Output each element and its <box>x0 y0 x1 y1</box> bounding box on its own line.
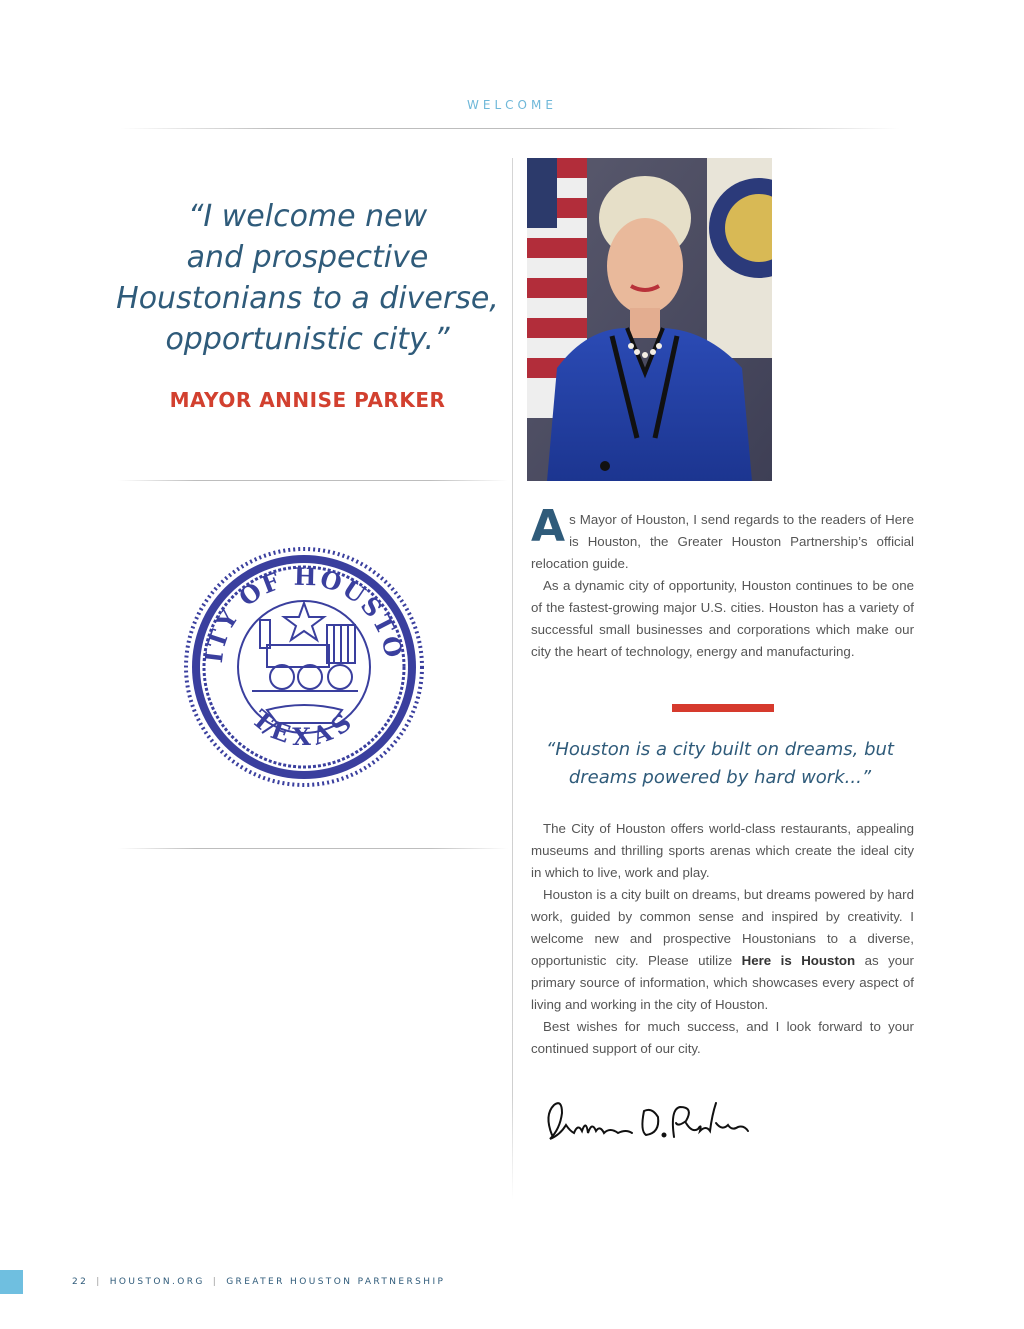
mayor-signature <box>540 1095 760 1150</box>
letter-intro <box>531 501 914 663</box>
page-number: 22 <box>72 1277 89 1287</box>
mayor-portrait-photo <box>527 158 772 481</box>
footer-separator: | <box>96 1277 102 1287</box>
seal-bottom-text: TEXAS <box>246 703 362 752</box>
header-divider <box>120 128 900 129</box>
letter-paragraph: As a dynamic city of opportunity, Houston continues to be one of the fastest-growing major U.S. cities. Houston has a variety of successful small businesses and corporations which make our city the heart of technology, energy and manufacturing. <box>531 578 914 659</box>
letter-paragraph <box>531 501 914 575</box>
letter-body <box>531 818 914 1060</box>
left-divider-top <box>118 480 508 481</box>
seal-top-text: ITY OF HOUSTO <box>198 561 410 665</box>
quote-attribution: MAYOR ANNISE PARKER <box>169 388 446 412</box>
intro-quote-line: Houstonians to a diverse, <box>116 281 499 316</box>
intro-quote-line: opportunistic city.” <box>165 322 450 357</box>
footer-separator: | <box>212 1277 219 1287</box>
letter-paragraph-text: s Mayor of Houston, I send regards to the readers of Here is Houston, the Greater Houston Partnership’s official relocation guide. <box>531 512 914 571</box>
footer-site-link[interactable]: HOUSTON.ORG <box>109 1277 205 1287</box>
pull-quote-line: “Houston is a city built on dreams, but <box>546 739 894 760</box>
letter-paragraph: The City of Houston offers world-class restaurants, appealing museums and thrilling sports arenas which create the ideal city in which to live, work and play. <box>531 821 914 880</box>
intro-quote-line: “I welcome new <box>187 199 428 234</box>
red-accent-bar <box>672 704 774 712</box>
guide-title: Here is Houston <box>741 953 856 968</box>
pull-quote <box>520 736 920 792</box>
city-of-houston-seal <box>182 545 426 789</box>
page-footer <box>72 1277 445 1287</box>
left-divider-bottom <box>118 848 508 849</box>
footer-tab <box>0 1270 23 1294</box>
letter-paragraph-text: as your primary source of information, which showcases every aspect of living and working in the city of Houston. <box>531 953 914 1012</box>
intro-quote <box>100 196 515 360</box>
section-label: WELCOME <box>467 98 557 112</box>
footer-publisher: GREATER HOUSTON PARTNERSHIP <box>226 1277 446 1287</box>
intro-quote-line: and prospective <box>186 240 429 275</box>
drop-cap: A <box>531 501 566 552</box>
letter-paragraph-text: Houston is a city built on dreams, but dreams powered by hard work, guided by common sense and inspired by creativity. I welcome new and prospective Houstonians to a diverse, opportunistic city. Please utilize <box>531 887 914 968</box>
letter-paragraph <box>531 884 914 1016</box>
letter-paragraph: Best wishes for much success, and I look forward to your continued support of our city. <box>531 1019 914 1056</box>
pull-quote-line: dreams powered by hard work...” <box>568 767 872 788</box>
